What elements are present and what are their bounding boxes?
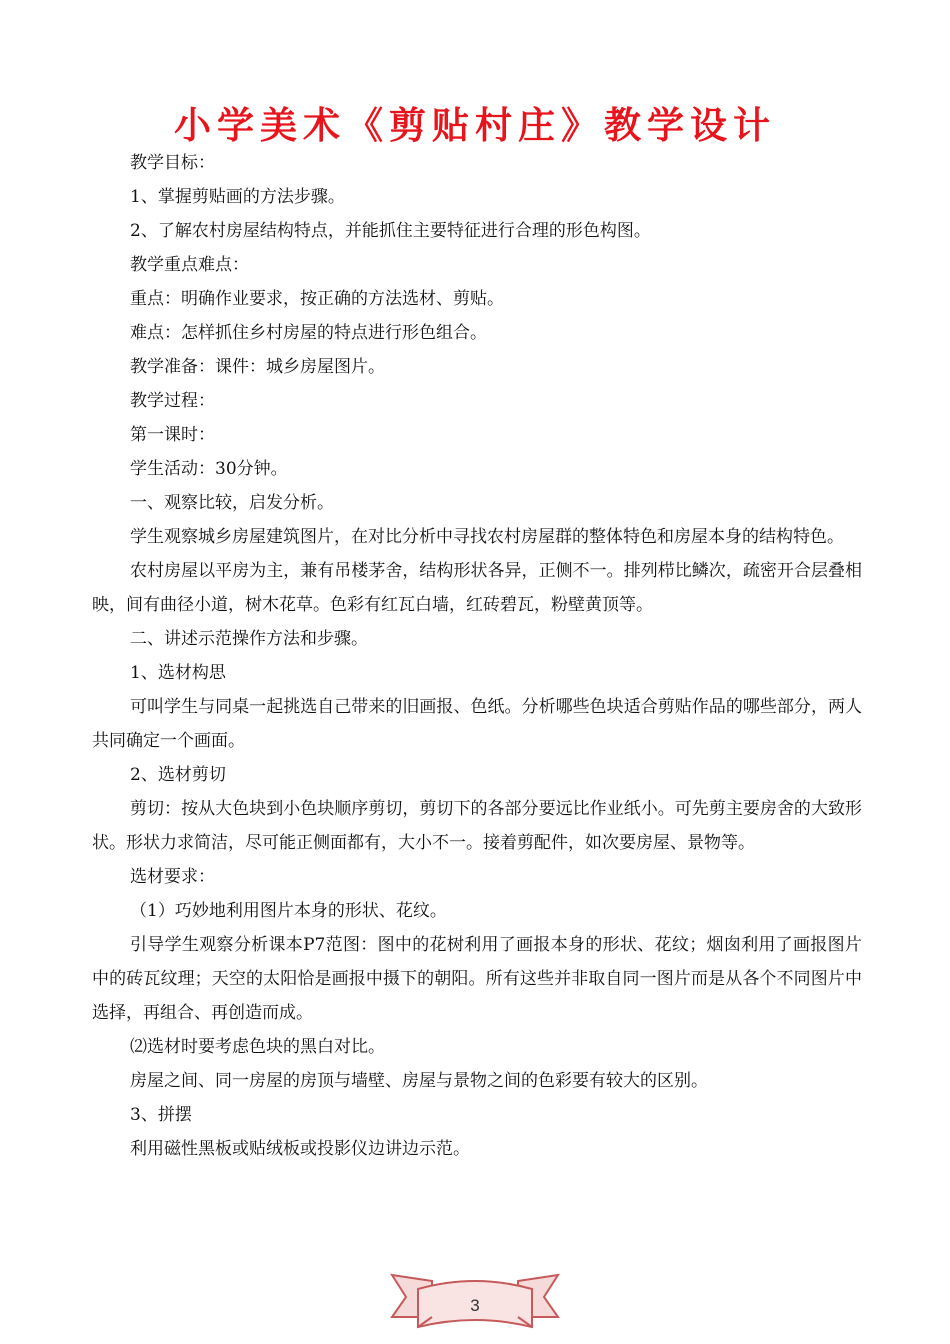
paragraph: ⑵选材时要考虑色块的黑白对比。 [130,1037,385,1057]
document-body [92,146,862,1166]
paragraph: 难点：怎样抓住乡村房屋的特点进行形色组合。 [130,323,487,343]
paragraph: 教学目标： [130,153,215,173]
paragraph: 1、掌握剪贴画的方法步骤。 [130,187,345,207]
paragraph: 3、拼摆 [130,1105,192,1125]
paragraph: （1）巧妙地利用图片本身的形状、花纹。 [130,901,447,921]
paragraph: 教学重点难点： [130,255,249,275]
paragraph: 第一课时： [130,425,215,445]
page-number: 3 [470,1296,480,1315]
paragraph: 二、讲述示范操作方法和步骤。 [130,629,368,649]
paragraph: 可叫学生与同桌一起挑选自己带来的旧画报、色纸。分析哪些色块适合剪贴作品的哪些部分，两人共同确定一个画面。 [92,697,862,751]
paragraph: 学生活动：30分钟。 [130,459,288,479]
paragraph: 房屋之间、同一房屋的房顶与墙壁、房屋与景物之间的色彩要有较大的区别。 [130,1071,708,1091]
paragraph: 剪切：按从大色块到小色块顺序剪切，剪切下的各部分要远比作业纸小。可先剪主要房舍的大致形状。形状力求简洁，尽可能正侧面都有，大小不一。接着剪配件，如次要房屋、景物等。 [92,799,862,853]
paragraph: 一、观察比较，启发分析。 [130,493,334,513]
paragraph: 学生观察城乡房屋建筑图片，在对比分析中寻找农村房屋群的整体特色和房屋本身的结构特色。 [130,527,844,547]
paragraph: 2、了解农村房屋结构特点，并能抓住主要特征进行合理的形色构图。 [130,221,651,241]
paragraph: 选材要求： [130,867,215,887]
paragraph: 重点：明确作业要求，按正确的方法选材、剪贴。 [130,289,504,309]
paragraph: 教学准备：课件：城乡房屋图片。 [130,357,385,377]
page-number-ribbon [388,1267,562,1331]
paragraph: 1、选材构思 [130,663,226,683]
document-title: 小学美术《剪贴村庄》教学设计 [174,104,776,147]
paragraph: 利用磁性黑板或贴绒板或投影仪边讲边示范。 [130,1139,470,1159]
paragraph: 农村房屋以平房为主，兼有吊楼茅舍，结构形状各异，正侧不一。排列栉比鳞次，疏密开合层叠相映，间有曲径小道，树木花草。色彩有红瓦白墙，红砖碧瓦，粉壁黄顶等。 [92,561,862,615]
paragraph: 教学过程： [130,391,215,411]
paragraph: 引导学生观察分析课本P7范图：图中的花树利用了画报本身的形状、花纹；烟囱利用了画报图片中的砖瓦纹理；天空的太阳恰是画报中摄下的朝阳。所有这些并非取自同一图片而是从各个不同图片中选择，再组合、再创造而成。 [92,935,862,1023]
paragraph: 2、选材剪切 [130,765,226,785]
